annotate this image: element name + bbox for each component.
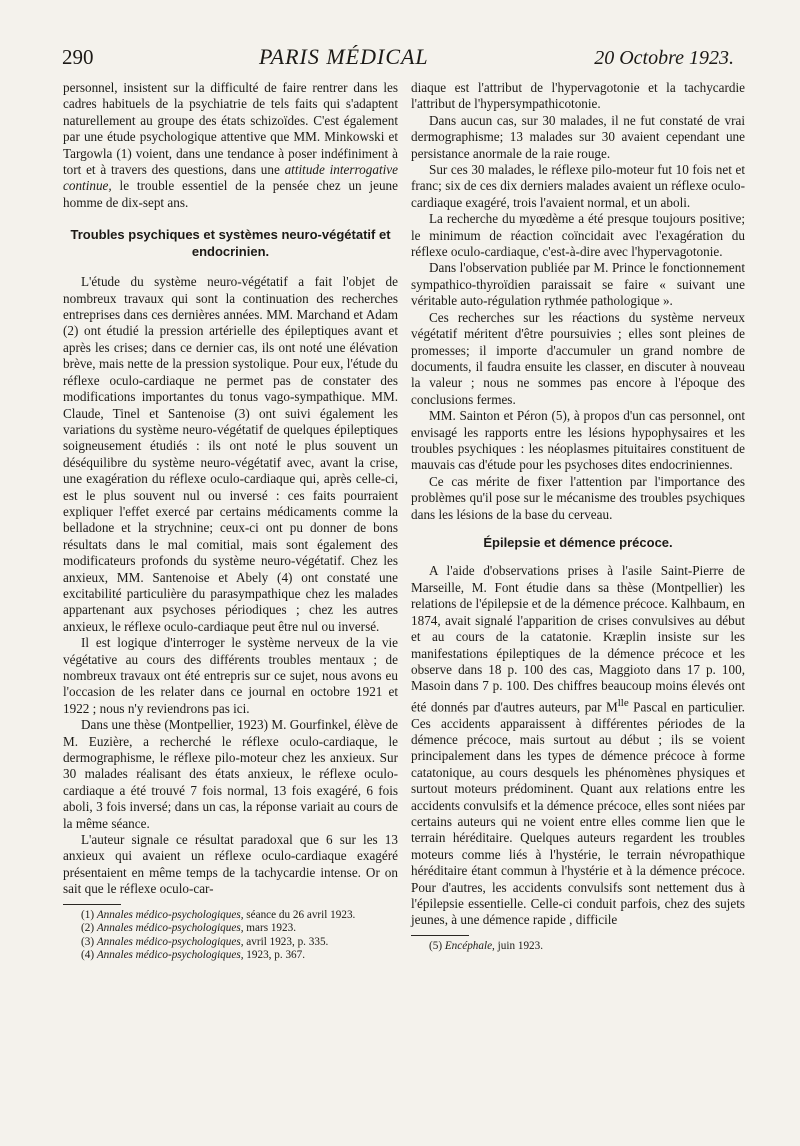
page-number: 290 bbox=[62, 45, 94, 69]
footnote-rule bbox=[63, 904, 121, 905]
footnote: (4) Annales médico-psychologiques, 1923, p. 367. bbox=[81, 948, 306, 961]
paragraph: Sur ces 30 malades, le réflexe pilo-moteur fut 10 fois net et franc; six de ces dix derniers malades avaient un réflexe oculo-cardiaque exagéré, trois l'avaient normal, et un aboli. bbox=[411, 162, 745, 210]
journal-title: PARIS MÉDICAL bbox=[259, 44, 429, 69]
paragraph: L'auteur signale ce résultat paradoxal que 6 sur les 13 anxieux qui avaient un réflexe oculo-cardiaque exagéré présentaient en même temps de la tachycardie intense. Or on sait que le réflexe oculo-car- bbox=[63, 832, 398, 897]
section-heading: Épilepsie et démence précoce. bbox=[483, 534, 673, 550]
paragraph: Dans une thèse (Montpellier, 1923) M. Gourfinkel, élève de M. Euzière, a recherché le réflexe oculo-cardiaque, le dermographisme, le réflexe pilo-moteur chez les anxieux. Sur 30 malades réalisant des états anxieux, le réflexe oculo-cardiaque a été trouvé 7 fois normal, 13 fois exagéré, 6 fois aboli, 3 fois inversé; dans un cas, la réponse variait au cours de la même séance. bbox=[63, 717, 398, 831]
footnote-rule bbox=[411, 935, 469, 936]
paragraph: Ces recherches sur les réactions du système nerveux végétatif méritent d'être poursuivies ; elles sont pleines de promesses; il importe d'accumuler un grand nombre de documents, il faudra ensuite les classer, en discuter à nouveau la valeur ; nous ne sommes pas encore à l'époque des conclusions fermes. bbox=[411, 309, 745, 407]
running-header bbox=[62, 44, 734, 74]
issue-date: 20 Octobre 1923. bbox=[594, 47, 734, 69]
italic-phrase: attitude interrogative continue, bbox=[63, 162, 398, 194]
footnotes bbox=[63, 909, 398, 963]
paragraph: La recherche du myœdème a été presque toujours positive; le minimum de réaction coïncidait avec l'exagération du réflexe oculo-cardiaque, c'est-à-dire avec l'hypervagotonie. bbox=[411, 211, 745, 260]
left-column bbox=[63, 80, 398, 962]
footnote: (1) Annales médico-psychologiques, séance du 26 avril 1923. bbox=[81, 908, 356, 921]
footnote: (3) Annales médico-psychologiques, avril 1923, p. 335. bbox=[81, 935, 329, 948]
paragraph: personnel, insistent sur la difficulté de faire rentrer dans les cadres habituels de la psychiatrie de tels faits qui s'adaptent naturellement au groupe des états schizoïdes. C'est également par une étude psychologique attentive que MM. Minkowski et Targowla (1) voient, dans une tendance à poser indéfiniment à tort et à travers des questions, dans une attitude interrogative continue, le trouble essentiel de la pensée chez un jeune homme de dix-sept ans. bbox=[63, 80, 398, 210]
paragraph: L'étude du système neuro-végétatif a fait l'objet de nombreux travaux qui sont la continuation des recherches entreprises dans ces dernières années. MM. Marchand et Adam (2) ont étudié la pression artérielle des épileptiques avant et après les crises; dans ce dernier cas, ils ont noté une élévation brève, mais nette de la pression systolique. Pour eux, l'étude du réflexe oculo-cardiaque ne permet pas de constater des modifications importantes du tonus vago-sympathique. MM. Claude, Tinel et Santenoise (3) ont suivi également les variations du système neuro-végétatif de quelques épileptiques soigneusement étudiés : ils ont noté le plus souvent un déséquilibre du système neuro-végétatif avec, avant la crise, une exagération du réflexe oculo-cardiaque qui, après celle-ci, est le plus souvent nul ou inversé : ces faits pourraient expliquer l'effet exercé par certains médicaments comme la belladone et la strychnine; ceux-ci ont pu donner de bons résultats dans le mal comitial, mais sont également des modificateurs profonds du système neuro-végétatif. Chez les anxieux, MM. Santenoise et Abely (4) ont constaté une excitabilité particulière du parasympathique chez les malades appartenant aux psychoses périodiques ; chez les autres anxieux, le réflexe oculo-cardiaque peut être nul ou inversé. bbox=[63, 274, 398, 634]
paragraph: Il est logique d'interroger le système nerveux de la vie végétative au cours des différents troubles mentaux ; de nombreux travaux ont été entrepris sur ce sujet, nous avons eu l'occasion de les relater dans ce journal en octobre 1921 et 1922 ; nous n'y reviendrons pas ici. bbox=[63, 635, 398, 716]
paragraph: diaque est l'attribut de l'hypervagotonie et la tachycardie l'attribut de l'hypersympathicotonie. bbox=[411, 80, 745, 112]
paragraph: A l'aide d'observations prises à l'asile Saint-Pierre de Marseille, M. Font étudie dans sa thèse (Montpellier) les relations de l'épilepsie et de la démence précoce. Kalhbaum, en 1874, avait signalé l'apparition de crises convulsives au début et au cours de la catatonie. Kræplin insiste sur les manifestations épileptiques de la démence précoce et les observe dans 18 p. 100 des cas, Maggioto dans 17 p. 100, Masoin dans 7 p. 100. Des chiffres beaucoup moins élevés ont été donnés par d'autres auteurs, par $M^{lle}$ Pascal en particulier. Ces accidents apparaissent à différentes périodes de la démence précoce, mais surtout au début ; ils se voient principalement dans les types de démence précoce à forme catatonique, au cours desquels les phénomènes physiques et surtout moteurs prédominent. Quant aux relations entre les accidents convulsifs et la démence précoce, elles sont niées par certains auteurs qui ne voient entre elles comme lien que le terrain héréditaire. Quelques auteurs regardent les troubles moteurs comme liés à l'hystérie, le terrain névropathique héréditaire étant commun à l'hystérie et à la démence précoce. Pour d'autres, les accidents convulsifs sont nettement dus à l'épilepsie essentielle. Celle-ci conduit parfois, chez des sujets jeunes, à une démence rapide , difficile bbox=[411, 563, 745, 928]
right-column bbox=[411, 80, 745, 953]
footnotes bbox=[411, 940, 745, 953]
footnote: (5) Encéphale, juin 1923. bbox=[429, 939, 544, 952]
footnote: (2) Annales médico-psychologiques, mars 1923. bbox=[81, 922, 297, 935]
paragraph: MM. Sainton et Péron (5), à propos d'un cas personnel, ont envisagé les rapports entre les lésions hypophysaires et les troubles psychiques : les néoplasmes pituitaires constituent de mauvais cas d'étude pour les psychoses dites endocriniennes. bbox=[411, 408, 745, 473]
paragraph: Ce cas mérite de fixer l'attention par l'importance des problèmes qu'il pose sur le mécanisme des troubles psychiques dans les lésions de la base du cerveau. bbox=[411, 473, 745, 522]
section-heading: Troubles psychiques et systèmes neuro-végétatif et endocrinien. bbox=[70, 227, 391, 259]
paragraph: Dans l'observation publiée par M. Prince le fonctionnement sympathico-thyroïdien paraissait se faire « suivant une véritable auto-régulation rythmée pathologique ». bbox=[411, 260, 745, 309]
paragraph: Dans aucun cas, sur 30 malades, il ne fut constaté de vrai dermographisme; 13 malades sur 30 avaient cependant une persistance anormale de la raie rouge. bbox=[411, 112, 745, 161]
